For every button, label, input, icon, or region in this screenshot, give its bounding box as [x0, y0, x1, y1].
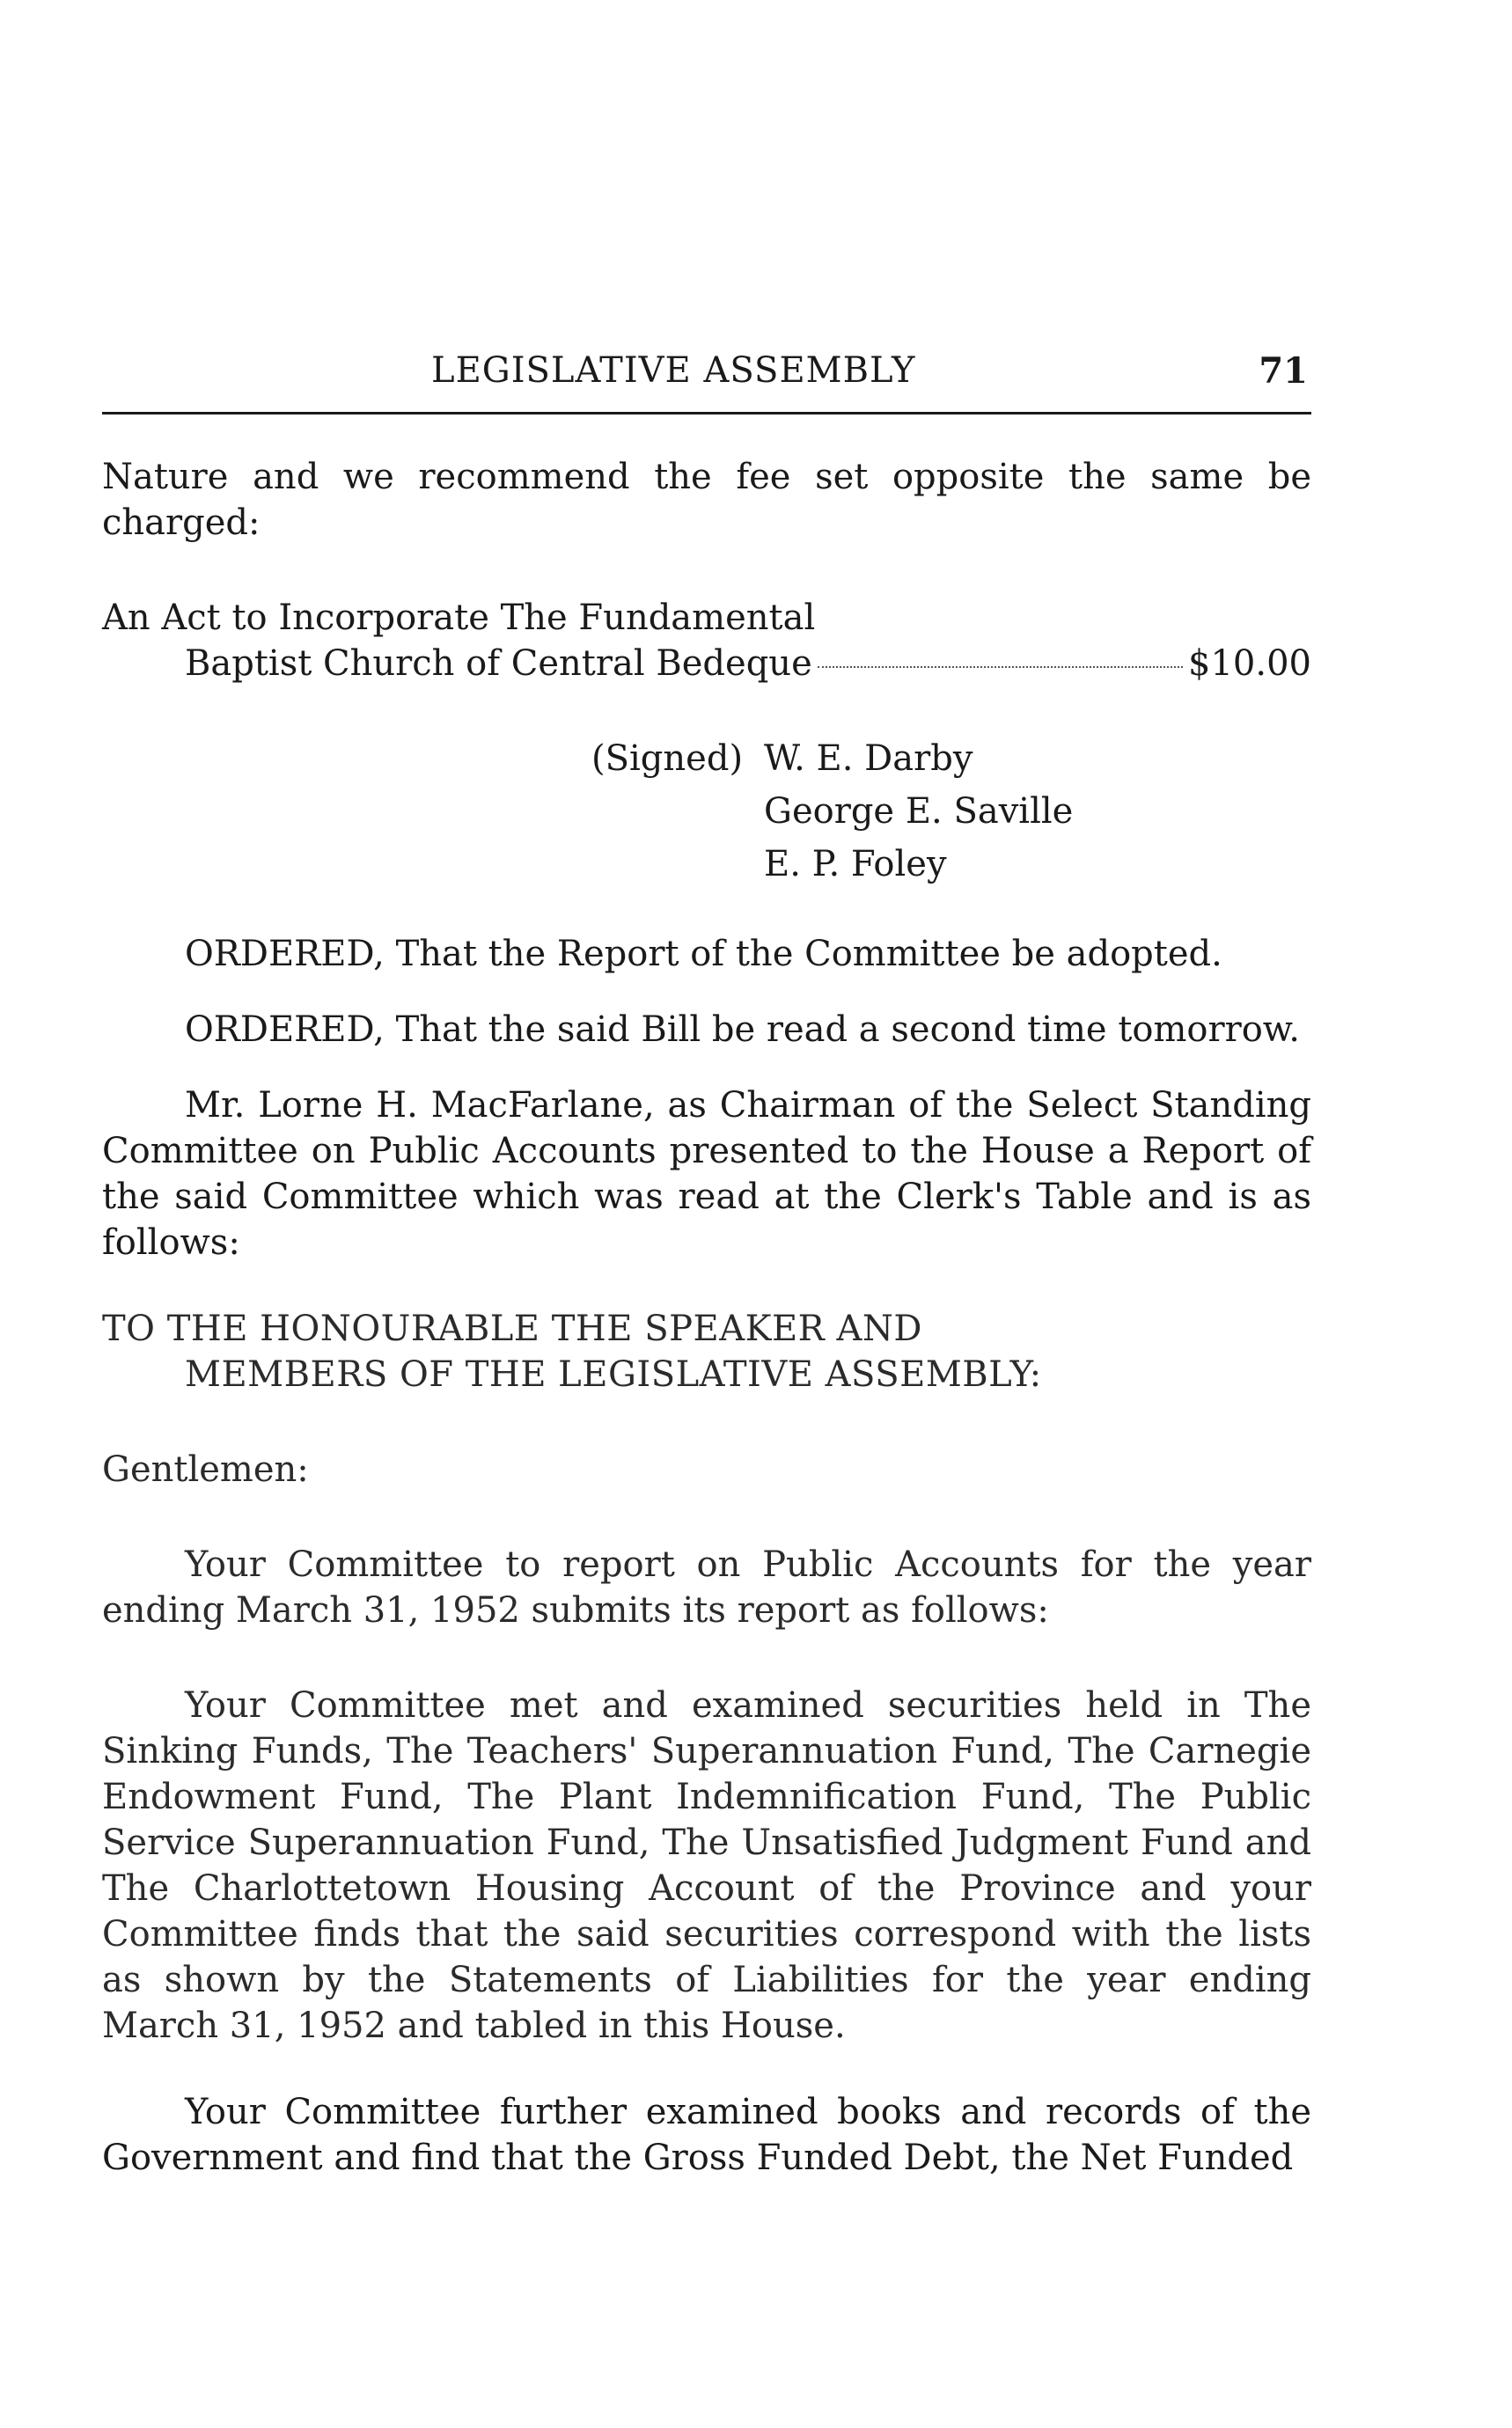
act-entry [102, 595, 1311, 686]
signer-name: E. P. Foley [764, 844, 947, 884]
act-title-line-1: An Act to Incorporate The Fundamental [102, 598, 816, 638]
running-header [102, 350, 1311, 403]
signer-name: W. E. Darby [764, 738, 973, 779]
header-rule [102, 412, 1311, 414]
act-title-row [102, 641, 1311, 686]
dot-leader [818, 666, 1183, 668]
paragraph-books-records: Your Committee further examined books and records of the Government and find that the Gross Funded Debt, the Net Funded [102, 2092, 1311, 2178]
paragraph-fee-recommendation: Nature and we recommend the fee set opposite the same be charged: [102, 457, 1311, 543]
act-fee: $10.00 [1188, 643, 1311, 684]
address-line-1: TO THE HONOURABLE THE SPEAKER AND [102, 1309, 922, 1349]
ordered-report-adopted: ORDERED, That the Report of the Committee be adopted. [185, 934, 1222, 974]
address-heading [102, 1306, 1311, 1397]
paragraph-securities: Your Committee met and examined securities held in The Sinking Funds, The Teachers' Superannuation Fund, The Carnegie Endowment Fund, The Plant Indemnification Fund, The Public Service Superannuation Fund, The Unsatisfied Judgment Fund and The Charlottetown Housing Account of the Province and your Committee finds that the said securities correspond with the lists as shown by the Statements of Liabilities for the year ending March 31, 1952 and tabled in this House. [102, 1685, 1311, 2046]
signer-name: George E. Saville [764, 791, 1074, 832]
paragraph-macfarlane-report: Mr. Lorne H. MacFarlane, as Chairman of the Select Standing Committee on Public Accounts presented to the House a Report of the said Committee which was read at the Clerk's Table and is as follows: [102, 1085, 1311, 1263]
act-title-line-2: Baptist Church of Central Bedeque [185, 643, 812, 684]
signature-block [102, 736, 1311, 891]
signed-label: (Signed) [591, 738, 744, 779]
salutation: Gentlemen: [102, 1449, 309, 1490]
running-title: LEGISLATIVE ASSEMBLY [431, 350, 916, 391]
page-number: 71 [1259, 350, 1308, 392]
ordered-second-reading: ORDERED, That the said Bill be read a second time tomorrow. [185, 1009, 1301, 1050]
document-page [102, 0, 1311, 2428]
paragraph-report-intro: Your Committee to report on Public Accounts for the year ending March 31, 1952 submits its report as follows: [102, 1544, 1311, 1631]
address-line-2: MEMBERS OF THE LEGISLATIVE ASSEMBLY: [185, 1354, 1042, 1395]
body-text [102, 454, 1311, 2181]
signer-list [764, 732, 1073, 891]
